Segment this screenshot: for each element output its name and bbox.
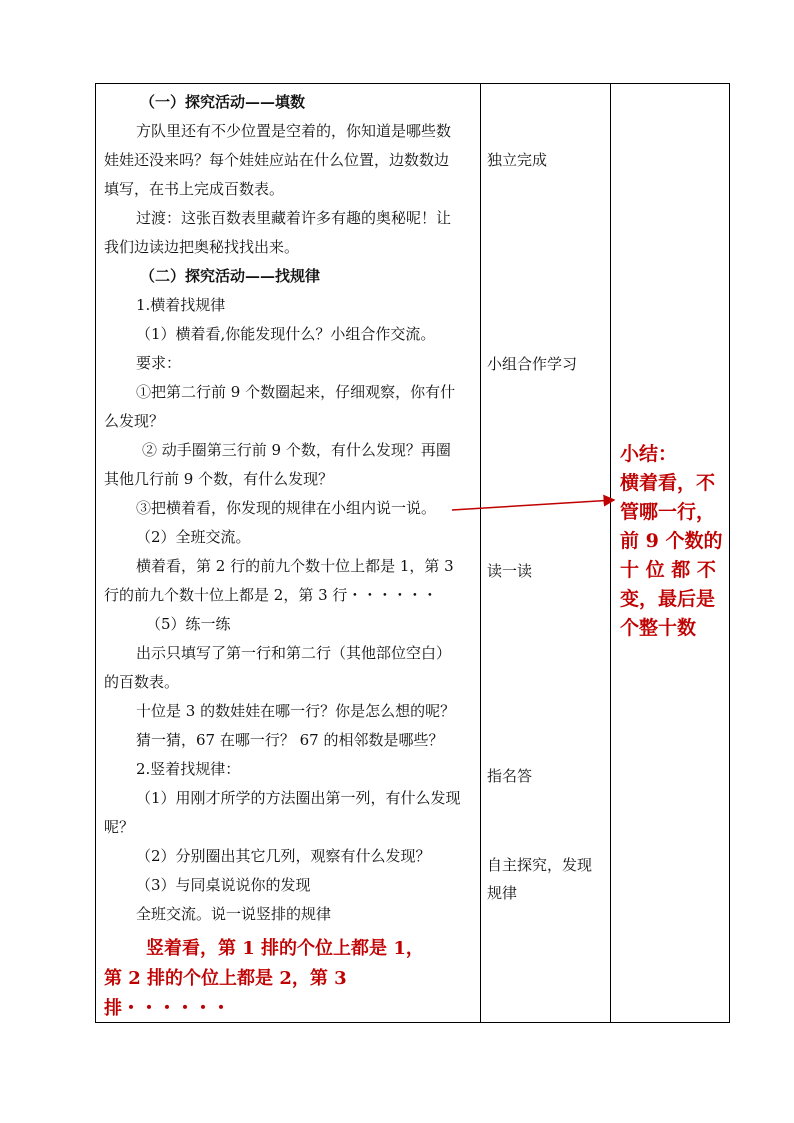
text-line: 我们边读边把奥秘找找出来。	[104, 238, 300, 256]
text-line: 其他几行前 9 个数，有什么发现？	[104, 470, 334, 488]
summary-line: 横着看，不	[620, 472, 716, 494]
summary-line: 小结：	[620, 443, 678, 465]
column-divider	[480, 84, 481, 1022]
text-line: ② 动手圈第三行前 9 个数，有什么发现？再圈	[142, 441, 451, 459]
text-line: 十位是 3 的数娃娃在哪一行？你是怎么想的呢？	[136, 702, 456, 720]
text-line: 出示只填写了第一行和第二行（其他部位空白）	[136, 644, 452, 662]
column-divider	[610, 84, 611, 1022]
summary-note	[620, 440, 726, 643]
text-line: ①把第二行前 9 个数圈起来，仔细观察，你有什	[136, 383, 456, 401]
summary-line: 变，最后是	[620, 588, 716, 610]
annotation-line: 排・・・・・・	[104, 998, 230, 1019]
text-line: （1）用刚才所学的方法圈出第一列，有什么发现	[136, 789, 461, 807]
text-line: 横着看，第 2 行的前九个数十位上都是 1，第 3	[136, 557, 454, 575]
text-line: 行的前九个数十位上都是 2，第 3 行・・・・・・	[104, 586, 438, 604]
summary-line: 管哪一行，	[620, 501, 716, 523]
text-line: 猜一猜，67 在哪一行？ 67 的相邻数是哪些？	[136, 731, 444, 749]
summary-line: 十 位 都 不	[620, 559, 716, 581]
text-line: 2.竖着找规律：	[136, 760, 241, 778]
text-line: 全班交流。说一说竖排的规律	[136, 905, 332, 923]
activity-label: 小组合作学习	[487, 355, 578, 373]
summary-line: 个整十数	[620, 617, 697, 639]
section-heading: （二）探究活动——找规律	[140, 267, 321, 285]
text-line: （2）全班交流。	[136, 528, 251, 546]
text-line: 填写，在书上完成百数表。	[104, 180, 285, 198]
annotation-line: 第 2 排的个位上都是 2，第 3	[104, 968, 347, 989]
annotation-line: 竖着看，第 1 排的个位上都是 1，	[146, 938, 424, 959]
text-line: 的百数表。	[104, 673, 180, 691]
section-heading: （一）探究活动——填数	[140, 93, 306, 111]
lesson-table	[95, 83, 730, 1023]
activity-label: 指名答	[487, 767, 533, 785]
text-line: ③把横着看，你发现的规律在小组内说一说。	[136, 499, 437, 517]
text-line: 过渡：这张百数表里藏着许多有趣的奥秘呢！让	[136, 209, 452, 227]
text-line: 要求：	[136, 354, 182, 372]
summary-line: 前 9 个数的	[620, 530, 723, 552]
text-line: （2）分别圈出其它几列，观察有什么发现？	[136, 847, 431, 865]
activity-label: 独立完成	[487, 151, 548, 169]
text-line: 呢？	[104, 818, 135, 836]
text-line: （1）横着看,你能发现什么？小组合作交流。	[136, 325, 436, 343]
text-line: （5）练一练	[146, 615, 231, 633]
text-line: 娃娃还没来吗？每个娃娃应站在什么位置，边数数边	[104, 151, 450, 169]
activity-label: 读一读	[487, 562, 533, 580]
activity-label: 规律	[487, 884, 518, 902]
text-line: 么发现？	[104, 412, 165, 430]
text-line: （3）与同桌说说你的发现	[136, 876, 311, 894]
activity-label: 自主探究，发现	[487, 856, 593, 874]
text-line: 1.横着找规律	[136, 296, 226, 314]
text-line: 方队里还有不少位置是空着的，你知道是哪些数	[136, 122, 452, 140]
